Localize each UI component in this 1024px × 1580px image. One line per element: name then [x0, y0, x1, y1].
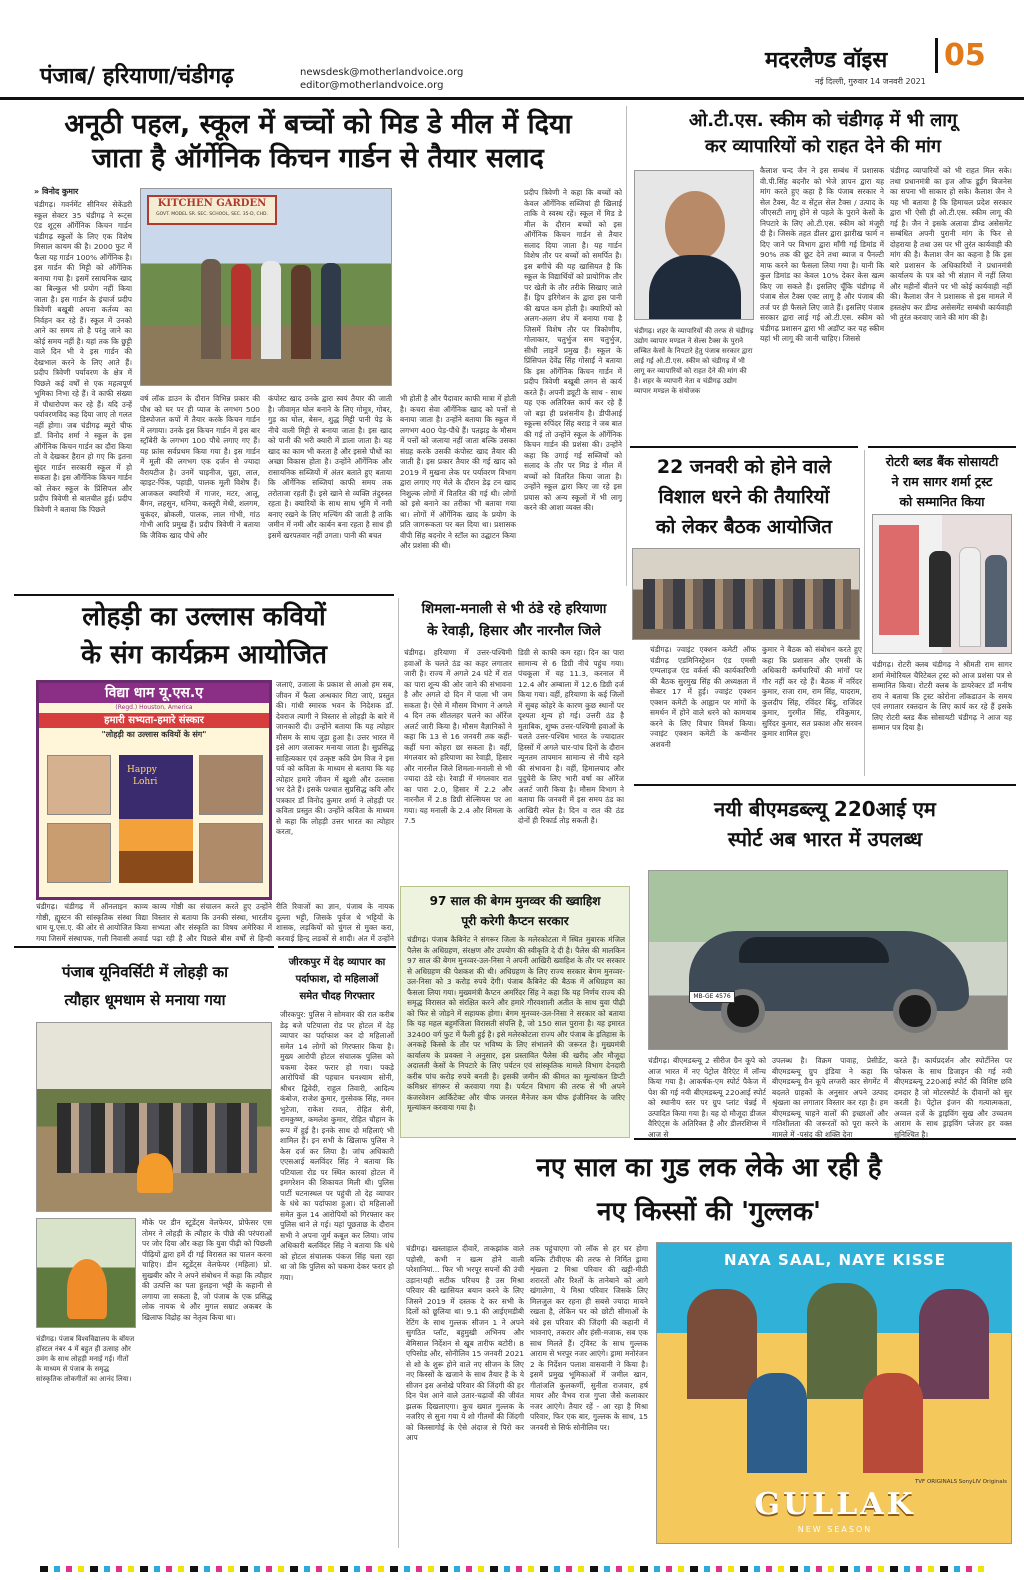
person-figure: [261, 261, 281, 359]
headline-line2: कर व्यापारियों को राहत देने की मांग: [705, 136, 941, 157]
blood-bank-photo: [872, 514, 1012, 654]
headline-line2: ने राम सागर शर्मा ट्रस्ट: [891, 474, 993, 489]
article-zirakpur: [278, 946, 396, 1546]
article-column: उपलब्ध है। विक्रम पावाह, प्रेसीडेंट, बीएमडब्ल्यू ग्रुप इंडिया ने कहा कि बीएमडब्ल्यू ग्रैन कूपे लग्जरी कार सेगमेंट में बदलते ग्राहकों के अनुसार अपने उत्पाद श्रृंखला का लगातार विस्तार कर रहा है। हम बीएमडब्ल्यू चाहने वालों की इच्छाओं और गतिशीलता की जरूरतों को पूरा करने के मामले में -पसंद की शक्ति देना: [772, 1056, 888, 1138]
article-cold-haryana: [400, 598, 628, 882]
headline-line3: को सम्मानित किया: [899, 494, 985, 509]
article-column: चंडीगढ़। चंडीगढ़ में ऑनलाइन काव्य गोष्ठी, ह्यूस्टन की सांस्कृतिक संस्था विद्या धाम यू.एस.ए. की ओर से आयोजित किया गया जिसमें संस्थापक, गली निवासी अवार्ड: [36, 902, 148, 942]
license-plate: MB-GE 4576: [689, 991, 735, 1003]
poster-subtitle: NEW SEASON: [797, 1525, 873, 1534]
contact-emails: [300, 66, 463, 92]
section-rule: [14, 594, 394, 596]
headline-line1: रोटरी ब्लड बैंक सोसायटी: [885, 454, 999, 469]
headline-line3: समेत चौदह गिरफ्तार: [299, 991, 375, 1002]
cast-figure: [863, 1373, 923, 1473]
pu-lohri-photo-1: [36, 1022, 272, 1212]
newsdesk-email[interactable]: newsdesk@motherlandvoice.org: [300, 67, 464, 78]
banner-event: "लोहड़ी का उल्लास कवियों के संग": [101, 730, 207, 739]
poet-photo: [47, 823, 111, 883]
sign-title: KITCHEN GARDEN: [157, 198, 267, 209]
article-column: भी होती है और पैदावार काफी मात्रा में होती है। कचरा सेवा ऑर्गेनिक खाद को पत्तों से बनाया जाता है। उन्होंने बताया कि स्कूल में लगभग 400 पेड़-पौधे हैं। पतझड़ के मौसम में पत्तों को जलाया नहीं जाता बल्कि उसका संग्रह करके उसकी कंपोस्ट खाद तैयार की जाती है। इस प्रकार तैयार की गई खाद को 2019 में मुखना लेक पर पर्यावरण विभाग द्वारा लगाए गए मेले के दौरान डेढ़ टन खाद निशुल्क लोगों में वितरित की गई थी। लोगों को इसे बनाने का तरीका भी बताया गया था। लोगों में ऑर्गेनिक खाद के प्रयोग के प्रति जागरूकता पर बल दिया था। प्रशासक वीपी सिंह बदनोर ने स्टॉल का उद्घाटन किया और प्रशंसा की थी।: [400, 394, 516, 550]
article-column: मौके पर डीन स्टूडेंट्स वेलफेयर, प्रोफेसर एस तोमर ने लोहड़ी के त्यौहार के पीछे की परंपराओं पर जोर दिया और कहा कि युवा पीढ़ी को पिछली पीढ़ियों द्वारा हमें दी गई विरासत का पालन करना चाहिए। डीन स्टूडेंट्स वेलफेयर (महिला) प्रो. सुखबीर कौर ने अपने संबोधन में कहा कि त्यौहार की उत्पत्ति का पता हुलड़ना भट्टी के कहानी से लगाया जा सकता है, जो पंजाब के एक प्रसिद्ध लोक नायक थे और मुगल सम्राट अकबर के खिलाफ विद्रोह का नेतृत्व किया था।: [142, 1218, 272, 1322]
headline-line2: विशाल धरने की तैयारियों: [658, 486, 830, 508]
person-figure: [231, 264, 251, 359]
print-registration-bar: [0, 1560, 1024, 1580]
article-gullak: [402, 1144, 1016, 1549]
car-wheel: [893, 989, 937, 1033]
article-bmw: [634, 784, 1016, 1140]
car-window: [739, 937, 889, 963]
article-begum: [400, 886, 630, 1138]
person-figure: [321, 263, 341, 359]
article-column: रीति रिवाजों का ज्ञान, पंजाब के नायक दुल्ला भट्टी, जिसके पूर्वज थे भट्टियों के शासक, लड़कियों को चुंगल से मुक्त करा, करवाई हिन्दू लड़कों से शादी। अंत में उन्होंने: [276, 902, 394, 942]
article-column: जीरकपुर: पुलिस ने सोमवार की रात करीब डेढ़ बजे पटियाला रोड पर होटल में देह व्यापार का पर्दाफाश कर दो महिलाओं समेत 14 लोगों को गिरफ्तार किया है। मुख्य आरोपी होटल संचालक पुलिस को चकमा देकर फरार हो गया। पकड़े आरोपियों की पहचान घनश्याम सोनी, श्रीधर द्विवेदी, राहुल तिवारी, आदित्य कंबोज, राजेश कुमार, गुरसेवक सिंह, नमन भुटेजा, राकेश रावत, रोहित सेनी, रामकुष्ण, कमलेश कुमार, रोहित चौहान के रूप में हुई है। इनके साथ दो महिलाएं भी शामिल हैं। इन सभी के खिलाफ पुलिस ने केस दर्ज कर लिया है। जांच अधिकारी एएसआई बलविंदर सिंह ने बताया कि पटियाला रोड पर स्थित कारवां होटल में इमगरेशन की शिकायत मिली थी। पुलिस पार्टी घटनास्थल पर पहुंची तो देह व्यापार के धंधे का पर्दाफाश हुआ। दो महिलाओं समेत कुल 14 आरोपियों को गिरफ्तार कर पुलिस थाने ले गई। यहां पूछताछ के दौरान सभी ने अपना जुर्म कबूल कर लिया। जांच अधिकारी बलविंदर सिंह ने बताया कि धंधे को होटल संचालक पंकज सिंह चला रहा था जो कि पुलिस को चकमा देकर फरार हो गया।: [280, 1010, 394, 1282]
article-column: कुमार ने बैठक को संबोधन करते हुए कहा कि प्रशासन और एमसी के अधिकारी कर्मचारियों की मांगों पर गौर नहीं कर रहे हैं। बैठक में नरिंदर कुमार, राजा राम, राम सिंह, यादराम, कुलदीप सिंह, रविंदर बिंदु, राजिंदर कुमार, गुरमीत सिंह, रविकुमार, सुरिंदर कुमार, सत प्रकाश और सरवन कुमार शामिल हुए।: [762, 645, 862, 738]
headline-line1: जीरकपुर में देह व्यापार का: [288, 957, 386, 968]
cast-figure: [687, 1289, 757, 1399]
poster-tagline: NAYA SAAL, NAYE KISSE: [724, 1251, 946, 1269]
dateline: नई दिल्ली, गुरुवार 14 जनवरी 2021: [815, 77, 926, 86]
page-header: [0, 0, 1024, 100]
person-figure: [201, 259, 221, 359]
headline-line3: को लेकर बैठक आयोजित: [655, 516, 833, 538]
sign-subtitle: GOVT. MODEL SR. SEC. SCHOOL, SEC. 35-D, CHD.: [156, 212, 268, 217]
cast-figure: [747, 1373, 807, 1473]
headline-line2: के संग कार्यक्रम आयोजित: [81, 640, 327, 670]
poet-photo: [47, 755, 111, 815]
article-column: प्रदीप त्रिवेणी ने कहा कि बच्चों को केवल ऑर्गेनिक सब्जियां ही खिलाई ताकि वे स्वस्थ रहें। स्कूल में मिड डे मील के दौरान बच्चों को इस ऑर्गेनिक किचन गार्डन से तैयार सलाद दिया जाता है। यह गार्डन विशेष तौर पर बच्चों को समर्पित है। इस बगीचे की यह खासियत है कि स्कूल के विद्यार्थियों को प्रायोगिक तौर पर खेती के तौर तरीके सिखाए जाते हैं। ड्रिप इरिगेशन के द्वारा इस पानी की खपत कम होती है। क्यारियों को अलग-अलग शेप में बनाया गया है जिसमें विशेष तौर पर त्रिकोणीय, गोलाकार, चतुर्भुज सम चतुर्भुज, सीधी लाइनें प्रमुख हैं। स्कूल के प्रिंसिपल देवेंद्र सिंह गोसाईं ने बताया कि इस ऑर्गेनिक किचन गार्डन में प्रदीप त्रिवेणी बखूबी लगन से कार्य करते हैं। अपनी ड्यूटी के साथ - साथ यह एक अतिरिक्त कार्य कर रहे हैं जो बड़ा ही प्रशंसनीय है। डीपीआई स्कूल्स रुपिंदर सिंह बराड़ ने जब बात की गई तो उन्होंने स्कूल के ऑर्गेनिक किचन गार्डन की प्रशंसा की। उन्होंने कहा कि उगाई गई सब्जियों को सलाद के तौर पर मिड डे मील में बच्चों को वितरित किया जाता है। उन्होंने स्कूल द्वारा किए जा रहे इस प्रयास को अन्य स्कूलों में भी लागू करने की आशा व्यक्त की।: [524, 188, 622, 512]
article-column: चंडीगढ़। बीएमडब्ल्यू 2 सीरीज ग्रैन कूपे को आज भारत में नए पेट्रोल वैरिएंट में लॉन्च किया गया है। आकर्षक-एम स्पोर्ट पैकेज में पेश की गई नयी बीएमडब्ल्यू 220आई स्पोर्ट को स्थानीय स्तर पर ग्रुप प्लांट चेन्नई में उत्पादित किया गया है। यह दो मौजूदा डीजल वैरिएंट्स के अतिरिक्त है और डीलरशिप्स में आज से: [648, 1056, 766, 1138]
poster-title: GULLAK: [754, 1487, 916, 1522]
headline-line1: लोहड़ी का उल्लास कवियों: [82, 602, 326, 632]
article-column: चंडीगढ़। गवर्नमेंट सीनियर सेकेंडरी स्कूल सेक्टर 35 चंडीगढ़ ने रूट्स एंड शूट्स ऑर्गेनिक किचन गार्डन चंडीगढ़ स्कूलों के लिए एक विशेष मिसाल कायम की है। 2000 फुट में फैला यह गार्डन 100% ऑर्गेनिक है। इस गार्डन की मिट्टी को ऑर्गेनिक बनाया गया है। इसमें रसायनिक खाद का बिल्कुल भी प्रयोग नहीं किया जाता है। इस गार्डन के इंचार्ज प्रदीप त्रिवेणी बखूबी अपना कर्तव्य का निर्वहन कर रहे हैं। स्कूल में उनको आने का समय तो है परंतु जाने का कोई समय नहीं है। यहां तक कि छुट्टी वाले दिन भी वे इस गार्डन की देखभाल करने के लिए आते हैं। प्रदीप त्रिवेणी पर्यावरण के क्षेत्र में पिछले कई वर्षों से एक महत्वपूर्ण भूमिका निभा रहे हैं। वे काफी संख्या में पौधारोपण कर रहे हैं। यदि उन्हें पर्यावरणविद कह दिया जाए तो गलत नहीं होगा। जब चंडीगढ़ ब्यूरो चीफ डॉ. विनोद शर्मा ने स्कूल के इस ऑर्गेनिक किचन गार्डन का दौरा किया तो वे देखकर हैरान हो गए कि इतना सुंदर गार्डन सरकारी स्कूल में हो सकता है। इस ऑर्गेनिक किचन गार्डन को लेकर स्कूल के प्रिंसिपल और प्रदीप त्रिवेणी से बातचीत हुई। प्रदीप त्रिवेणी ने बताया कि पिछले: [34, 200, 132, 514]
article-column: चंडीगढ़। शहर के व्यापारियों की तरफ से चंडीगढ़ उद्योग व्यापार मण्डल ने सेल्स टैक्स के पुराने लम्बित केसों के निपटारे हेतु पंजाब सरकार द्वारा लाई गई ओ.टी.एस. स्कीम को चंडीगढ़ में भी लागू कर व्यापारियों को राहत देने की मांग की है। शहर के व्यापारी नेता व चंडीगढ़ उद्योग व्यापार मण्डल के संयोजक: [634, 327, 754, 395]
article-column: वर्ष लॉक डाउन के दौरान विभिन्न प्रकार की पौध को घर पर ही प्याज के लगभग 500 डिस्पोजल कपों में तैयार करके किचन गार्डन में लगाया। उनके इस किचन गार्डन में इस बार स्ट्रॉबेरी के लगभग 100 पौधे लगाए गए हैं। यह फ्रांस सर्वप्रथम किया गया है। इस गार्डन में मूली की लगभग एक दर्जन से ज्यादा वैरायटीज है। उनमें चाइनीज, चुहा, लाल, व्हाइट-पिंक, पहाड़ी, पालक मूली विशेष हैं। आजकल क्यारियों में गाजर, मटर, आलू, बैंगन, लहसुन, धनिया, कस्तूरी मेथी, शलगम, चुकंदर, ब्रोकली, पालक, लाल गोभी, गांठ गोभी आदि प्रमुख हैं। प्रदीप त्रिवेणी ने बताया कि जैविक खाद पौधे और: [140, 394, 260, 540]
cast-figure: [807, 1283, 877, 1399]
headline-line1: अनूठी पहल, स्कूल में बच्चों को मिड डे मील में दिया: [64, 109, 572, 140]
headline-line2: पूरी करेगी कैप्टन सरकार: [461, 914, 569, 928]
headline-line1: पंजाब यूनिवर्सिटी में लोहड़ी का: [61, 963, 228, 981]
lohri-text: Lohri: [133, 777, 158, 787]
column-divider: [398, 598, 399, 1548]
article-column: कैलाश चन्द जैन ने इस सम्बंध में प्रशासक वी.पी.सिंह बदनौर को भेजे ज्ञापन द्वारा यह मांग करते हुए कहा है कि पंजाब सरकार ने सेल टैक्स, वैट व सेंट्रल सेल टैक्स / उत्पाद के जीएसटी लागू होने से पहले के पुराने केसों के निपटारे के लिए ओ.टी.एस. स्कीम को मंजूरी दी है। जिसके तहत डीलर द्वारा झारीख फार्म न दिए जाने पर विभाग द्वारा माँगी गई डिमांड में 90% तक की छूट देने तथा ब्याज व पैनल्टी माफ करने का फैसला लिया गया है। यानी कि कुल डिमांड का केवल 10% देकर केस खत्म किए जा सकते हैं। इसलिए चूँकि चंडीगढ़ में पंजाब सेल टैक्स एक्ट लागू है और पंजाब की तर्ज पर ही फैसले लिए जाते हैं। इसलिए पंजाब सरकार द्वारा लाई गई ओ.टी.एस. स्कीम को चंडीगढ़ प्रशासन द्वारा भी अडॉप्ट कर यह स्कीम यहां भी लागू की जानी चाहिए। जिससे: [760, 166, 884, 343]
article-lohri-poets: [14, 598, 394, 943]
banner-registration: (Regd.) Houston, America: [115, 704, 193, 711]
article-ots-scheme: [630, 104, 1016, 444]
lohri-fire-graphic: [119, 755, 193, 883]
article-column: करते हैं। कार्यप्रदर्शन और स्पोर्टीनेस पर फोकस के साथ डिजाइन की गई नयी बीएमडब्ल्यू 220आई स्पोर्ट की विशिष्ट छवि दमदार है जो मोटरस्पोर्ट के दीवानों को सुर करती है। पेट्रोल इंजन की गत्यात्मकता, अव्वल दर्जे के ड्राइविंग सुख और उच्चतम आराम के साथ ड्राइविंग प्लेजर हर वक्त सुनिश्चित है।: [894, 1056, 1012, 1138]
headline-line2: जाता है ऑर्गेनिक किचन गार्डन से तैयार सलाद: [92, 143, 544, 174]
banner-slogan: हमारी सभ्यता-हमारे संस्कार: [39, 713, 269, 728]
gullak-poster: [656, 1242, 1012, 1544]
article-column: चंडीगढ़ व्यापारियों को भी राहत मिल सके। तथा प्रधानमंत्री का इज ऑफ डूईंग बिजनेस का सपना भी साकार हो सके। कैलाश जैन ने यह भी बताया है कि हिमाचल प्रदेश सरकार द्वारा भी ऐसी ही ओ.टी.एस. स्कीम लागू की गई है। जैन ने इसके अलावा डीम्ड असेसमेंट सम्बंधित अपनी पुरानी मांग के फिर से दोहराया है तथा उस पर भी तुरंत कार्यवाही की मांग की है। कैलाश जैन का कहना है कि इस बारे प्रशासन के अधिकारियों ने प्रधानमंत्री कार्यालय के पत्र को भी संज्ञान में नहीं लिया और महीनों बीतने पर भी कोई कार्यवाही नहीं की। कैलाश जैन ने प्रशासक से इस मामले में हस्तक्षेप कर डीम्ड असेसमेंट सम्बंधी कार्यवाही भी तुरंत करवाए जाने की मांग की है।: [890, 166, 1012, 322]
column-divider: [864, 450, 865, 776]
page-number: 05: [935, 38, 986, 73]
masthead: मदरलैण्ड वॉइस: [765, 48, 888, 73]
poet-photo: [199, 755, 263, 815]
article-column: चंडीगढ़। खस्ताहाल दीवारें, ताकझांक वाले पड़ोसी, कभी न खत्म होने वाली परेशानियां... फिर भी भरपूर सपनों की उंची उड़ान!यही सटीक परिचय है उस मिश्रा परिवार की खासियत बयान करने के लिए जिसने 2019 में दस्तक दे कर सभी के दिलों को छूलिया था। 9.1 की आईएमडीबी रेटिंग के साथ गुल्लक सीजन 1 ने अपने सुगठित प्लॉट, बहुमुखी अभिनय और बेमिसाल निर्देशन से खूब तारीफ बटोरी। 8 एपिसोड और, सोनीलिव 15 जनवरी 2021 से शो के शुरू होने वाले नए सीजन के लिए नए किस्सों के खजाने के साथ तैयार है के ये सीजन इस अनोखे परिवार की जिंदगी की हर दिन पेश आने वाले उतार-चढ़ावों की जीवंत झलक दिखलाएगा। कुच ख्यात गुल्लक के नजरिए से सुना गया ये शो गीतमों की जिंदगी को किस्सागोई के ऐसे अंदाज से पिरो कर आप: [406, 1244, 524, 1442]
headline-line1: 22 जनवरी को होने वाले: [656, 456, 832, 478]
headline-line2: त्यौहार धूमधाम से मनाया गया: [64, 991, 226, 1009]
headline-line2: के रेवाड़ी, हिसार और नारनौल जिले: [427, 623, 601, 639]
headline-line2: पर्दाफाश, दो महिलाओं: [295, 974, 379, 985]
article-column: तक पहुंचाएगा जो लॉक से हर घर होगा बल्कि टीवीएफ की तरफ से निर्मित ड्रामा शृंखला 2 मिश्रा परिवार की खट्टी-मीठी शरारतों और रिश्तों के तानेबाने को आगे खंगालेगा, ये मिश्रा परिवार जिसके लिए मिलजुल कर रहना ही सबसे ज्यादा मायने रखता है, लेकिन घर को छोटी सीमाओं के बंधे इस परिवार की जिंदगी की कहानी में भावनाएं, तकरार और हंसी-मजाक, सब एक साथ मिलते हैं। ट्विस्ट के साथ गुल्लक आराम से भरपूर नजर आएंगे। ड्रामा मनोरंजन 2 के निर्देशन पलाश वासवानी ने किया है। इसमें प्रमुख भूमिकाओं में जमील खान, गीतांजलि कुलकर्णी, सुनीता राजवार, हर्ष मायर और वैभव राज गुप्ता जैसे कलाकार नजर आएंगे। तैयार रहें - आ रहा है मिश्रा परिवार, फिर एक बार, गुल्लक के साथ, 15 जनवरी से सिर्फ सोनीलिव पर।: [530, 1244, 648, 1432]
article-pu-lohri: [14, 950, 276, 1550]
article-column: चंडीगढ़। पंजाब कैबिनेट ने संगरूर जिला के मलेरकोटला में स्थित मुबारक मंजिल पैलेस के अधिग्रहण, संरक्षण और उपयोग की स्वीकृति दे दी है। पैलेस की मालकिन 97 साल की बेगम मुनव्वर-उल-निसा ने अपनी आखिरी ख्वाहिश के तौर पर सरकार से अधिग्रहण की पेशकश की थी। अधिग्रहण के लिए राज्य सरकार बेगम मुनव्वर-उल-निसा को 3 करोड़ रुपये देगी। पंजाब कैबिनेट की बैठक में अधिग्रहण का फैसला लिया गया। मुख्यमंत्री कैप्टन अमरिंदर सिंह ने कहा कि यह निर्णय राज्य की समृद्ध विरासत को संरक्षित करने और हमारे गौरवशाली अतीत के साथ युवा पीढ़ी को फिर से जोड़ने में सहायक होगा। बेगम मुनव्वर-उल-निसा ने सरकार को बताया कि यह महल बहुमंजिला विरासती संपत्ति है, जो 150 साल पुराना है। यह इमारत 32400 वर्ग फुट में फैली हुई है। इसे मलेरकोटला राज्य और पंजाब के इतिहास के अनकहे किस्से के तौर पर भविष्य के लिए संभालने की जरूरत है। मुख्यमंत्री कार्यालय के प्रवक्ता ने अनुसार, इस प्रस्तावित पैलेस की खरीद और मौजूदा अदालती केसों के निपटारे के लिए पर्यटन एवं सांस्कृतिक मामले विभाग देनदारी करीब पांच करोड़ रुपये बनती है। इसकी जमीन की कीमत का मूल्यांकन डिप्टी कमिश्नर संगरूर से करवाया गया है। पर्यटन विभाग की तरफ से भी अपने कंजरवेशन आर्किटेक्ट और चीफ जनरल मैनेजर कम चीफ इंजीनियर के जरिए मूल्यांकन करवाया गया है।: [407, 935, 625, 1112]
article-blood-bank: [868, 446, 1016, 776]
headline-line1: ओ.टी.एस. स्कीम को चंडीगढ़ में भी लागू: [688, 110, 958, 131]
banner-title: विद्या धाम यू.एस.ए: [39, 683, 269, 703]
person-figure: [291, 265, 311, 359]
article-column: काव्य गोष्ठी का संचालन करते हुए उन्होंने विस्तार से बताया कि उनकी संस्था, भारतीय सभ्यता और संस्कृति का विषय अमेरिका में पढ़ा रही है और पिछले बीस वर्षों से हिन्दी: [152, 902, 272, 942]
headline-line2: स्पोर्ट अब भारत में उपलब्ध: [727, 827, 923, 851]
vidya-dham-banner: [36, 680, 272, 900]
poet-photo: [199, 823, 263, 883]
article-column: कंपोस्ट खाद उनके द्वारा स्वयं तैयार की जाती है। जीवामृत घोल बनाने के लिए गोमूत्र, गोबर, गुड़ का घोल, बेसन, शुद्ध मिट्टी पानी पेड़ के नीचे वाली मिट्टी से बनाया जाता है। इस खाद को पानी की भरी क्यारी में डाला जाता है। यह खाद का काम भी करता है और इससे पौधों का अच्छा विकास होता है। उन्होंने ऑर्गेनिक और रासायनिक सब्जियों में अंतर बताते हुए बताया कि ऑर्गेनिक सब्जियां काफी समय तक तरोताजा रहती हैं। इसे खाने से व्यक्ति तंदुरुस्त रहता है। क्यारियों के साथ साथ भूमि में नमी बनाए रखने के लिए मल्चिंग की जाती है ताकि जमीन में नमी और कार्बन बना रहता है साथ ही इसमें खरपतवार नहीं उगता। पानी की बचत: [268, 394, 392, 540]
byline: » विनोद कुमार: [34, 187, 79, 196]
poster-brand: TVF ORIGINALS SonyLIV Originals: [914, 1479, 1007, 1485]
column-divider: [626, 106, 627, 586]
headline-line2: नए किस्सों की 'गुल्लक': [597, 1197, 821, 1227]
cast-figure: [919, 1289, 989, 1399]
article-column: चंडीगढ़। ज्वाइंट एक्शन कमेटी ऑफ चंडीगढ़ एडमिनिस्ट्रेशन एंड एमसी एम्पलाइज एंड वर्कर्स की कार्यकारिणी की बैठक सुरमुख सिंह की अध्यक्षता में सेक्टर 17 में हुई। ज्वाइंट एक्शन एक्शन कमेटी के आह्वान पर मांगों के समर्थन में होने वाले धरने को कामयाब करने के लिए विचार विमर्श किया। ज्वाइंट एक्शन कमेटी के कन्वीनर अशवनी: [650, 645, 756, 749]
kailash-jain-portrait: [634, 170, 754, 320]
editor-email[interactable]: editor@motherlandvoice.org: [300, 80, 444, 91]
headline-line1: शिमला-मनाली से भी ठंडे रहे हरियाणा: [421, 601, 607, 617]
headline-line1: नयी बीएमडब्ल्यू 220आई एम: [714, 797, 936, 821]
happy-text: Happy: [127, 765, 157, 775]
section-title: पंजाब/ हरियाणा/चंडीगढ़: [40, 64, 234, 89]
article-column: चंडीगढ़। रोटरी क्लब चंडीगढ़ ने श्रीमती राम सागर शर्मा मेमोरियल चैरिटेबल ट्रस्ट को आज प्रशंसा पत्र से सम्मानित किया। रोटरी क्लब के डायरेक्टर डॉ मनीष राय ने बताया कि ट्रस्ट कोरोना लॉकडाउन के समय एवं लगातार रक्तदान के लिए कार्य कर रहे हैं इसके लिए रोटरी ब्लड बैंक सोसायटी चंडीगढ़ ने आज यह सम्मान पत्र दिया है।: [872, 660, 1012, 732]
pu-lohri-photo-2: [36, 1218, 136, 1328]
article-column: डिग्री से काफी कम रहा। दिन का पारा सामान्य से 6 डिग्री नीचे पहुंच गया। पंचकूला में यह 11.3, करनाल में 12.4 और अम्बाला में 12.6 डिग्री दर्ज किया गया। वहीं, हरियाणा के कई जिलों में सुबह कोहरे के कारण कुछ स्थानों पर दृश्यता शून्य हो गई। उत्तरी ठंड है मुताबिक, शुष्क उत्तर-पश्चिमी हवाओं के चलते उत्तर-पश्चिम भारत के ज्यादातर हिस्सों में अगले चार-पांच दिनों के दौरान न्यूनतम तापमान सामान्य से नीचे रहने की संभावना है। वहीं, हिमालयाद और पुदुचेरी के लिए भारी वर्षा का ऑरेंज अलर्ट जारी किया है। मौसम विभाग ने बताया कि जनवरी में इस समय ठंड का आखिरी स्पेल है। दिन व रात की ठंड दोनों ही रिकार्ड तोड़ सकती है।: [518, 648, 624, 825]
article-column: जलाएं, उजाला के प्रकाश से आओ हम सब, जीवन में फैला अन्धकार मिटा जाएं, प्रस्तुत की। गांधी स्मारक भवन के निदेशक डॉ. देवराज त्यागी ने विस्तार से लोहड़ी के बारे में जानकारी दी। उन्होंने बताया कि यह त्योहार मौसम के साथ जुड़ा हुआ है। उत्तर भारत में इसे आग जलाकर मनाया जाता है। सुप्रसिद्ध साहित्यकार एवं उत्कृष्ट कवि प्रेम विज ने इस पर्व को कविता के माध्यम से बताया कि यह त्योहार हमारे जीवन में खुशी और उल्लास भर देते हैं। इसके पश्चात सुप्रसिद्ध कवि और पत्रकार डॉ विनोद कुमार शर्मा ने लोहड़ी पर कविता प्रस्तुत की। उन्होंने कविता के माध्यम से कहा कि लोहड़ी उत्तर भारत का त्योहार करता,: [276, 680, 394, 836]
headline-line1: नए साल का गुड लक लेके आ रही है: [536, 1153, 882, 1183]
article-kitchen-garden: [14, 104, 622, 589]
kitchen-garden-photo: [140, 188, 392, 386]
headline-line1: 97 साल की बेगम मुनव्वर की ख्वाहिश: [429, 894, 601, 908]
bmw-car-photo: [648, 870, 1008, 1050]
article-column: चंडीगढ़। पंजाब विश्वविद्यालय के बॉयज हॉस्टल नंबर 4 में बहुत ही उत्साह और उमंग के साथ लोहड़ी मनाई गई। गीतों के माध्यम से पंजाब के समृद्ध सांस्कृतिक लोकगीतों का आनंद लिया।: [36, 1335, 135, 1383]
dharna-meeting-photo: [632, 548, 860, 640]
article-column: चंडीगढ़। हरियाणा में उत्तर-पश्चिमी हवाओं के चलते ठंड का कहर लगातार जारी है। राज्य में अगले 24 घंटे में रात का पारा शून्य की ओर जाने की संभावना है और अगले दो दिन में पाला भी जम सकता है। ऐसे में मौसम विभाग ने अगले 4 दिन तक शीतलहर चलने का ऑरेंज अलर्ट जारी किया है। मौसम वैज्ञानिकों ने कहा कि 13 से 16 जनवरी तक कहीं-कहीं घना कोहरा छा सकता है। वहीं, मंगलवार को हरियाणा का रेवाड़ी, हिसार और नारनौल जिले शिमला-मनाली से भी ज्यादा ठंडे रहे। रेवाड़ी में मंगलवार रात का पारा 2.0, हिसार में 2.2 और नारनौल में 2.8 डिग्री सेल्सियस पर आ गया। यह मनाली के 2.4 और शिमला के 7.5: [404, 648, 512, 825]
section-rule: [14, 946, 274, 948]
